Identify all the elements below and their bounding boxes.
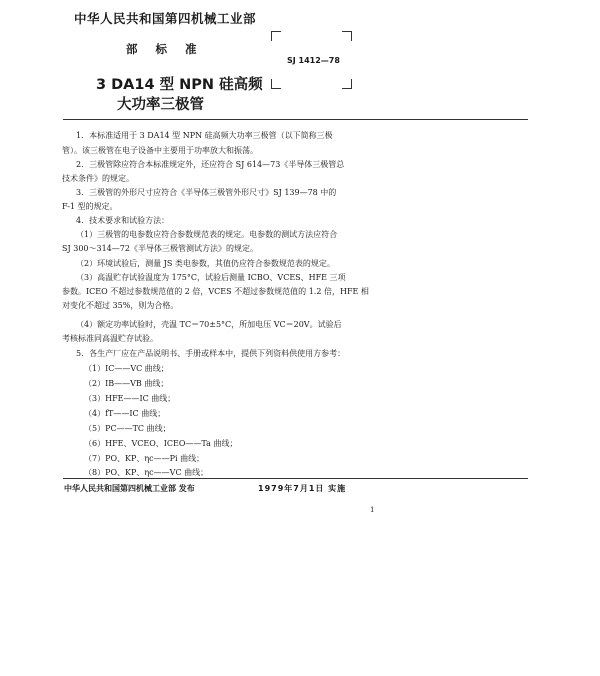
clause-1-line2: 管）。该三极管在电子设备中主要用于功率放大和振荡。 xyxy=(62,146,258,155)
clause-4-4-line1: （4）额定功率试验时，壳温 TC＝70±5°C，所加电压 VC＝20V。试验后 xyxy=(76,320,342,329)
document-title-line1: 3 DA14 型 NPN 硅高频 xyxy=(96,77,263,93)
curve-item: （3）HFE——IC 曲线； xyxy=(84,394,176,403)
box-corner xyxy=(271,31,281,41)
clause-5-heading: 5．各生产厂应在产品说明书、手册或样本中，提供下列资料供使用方参考： xyxy=(76,349,346,358)
clause-2-line2: 技术条件》的规定。 xyxy=(62,174,134,183)
clause-4-4-line2: 考核标准同高温贮存试验。 xyxy=(62,334,158,343)
curve-item: （4）fT——IC 曲线； xyxy=(84,409,166,418)
standard-level: 部 标 准 xyxy=(126,42,197,56)
clause-1-line1: 1．本标准适用于 3 DA14 型 NPN 硅高频大功率三极管（以下简称三极 xyxy=(76,131,333,140)
clause-4-3-line3: 对变化不超过 35%，则为合格。 xyxy=(62,301,179,310)
box-corner xyxy=(342,31,352,41)
box-corner xyxy=(342,79,352,89)
standard-code-box xyxy=(271,31,352,89)
issuer-line: 中华人民共和国第四机械工业部 发布 xyxy=(64,484,195,493)
document-title-line2: 大功率三极管 xyxy=(117,97,204,113)
clause-4-3-line1: （3）高温贮存试验温度为 175°C，试验后测量 ICBO、VCES、HFE 三项 xyxy=(76,273,346,282)
clause-4-3-line2: 参数。ICEO 不超过参数规范值的 2 倍，VCES 不超过参数规范值的 1.2 倍，HFE 相 xyxy=(62,287,369,296)
curve-item: （5）PC——TC 曲线； xyxy=(84,424,171,433)
clause-4-1-line1: （1）三极管的电参数应符合参数规范表的规定。电参数的测试方法应符合 xyxy=(76,230,338,239)
clause-4-2: （2）环境试验后，测量 JS 类电参数，其值仍应符合参数规范表的规定。 xyxy=(76,259,335,268)
curve-item: （8）PO、KP、ηc——VC 曲线； xyxy=(84,468,209,477)
clause-2-line1: 2．三极管除应符合本标准规定外，还应符合 SJ 614—73《半导体三极管总 xyxy=(76,160,345,169)
page-number: 1 xyxy=(370,506,375,514)
clause-4-heading: 4．技术要求和试验方法： xyxy=(76,216,170,225)
curve-item: （6）HFE、VCEO、ICEO——Ta 曲线； xyxy=(84,439,238,448)
curve-item: （7）PO、KP、ηc——Pi 曲线； xyxy=(84,454,205,463)
curve-item: （1）IC——VC 曲线； xyxy=(84,364,169,373)
clause-4-1-line2: SJ 300～314—72《半导体三极管测试方法》的规定。 xyxy=(62,244,258,253)
bottom-divider xyxy=(63,478,528,479)
curve-item: （2）IB——VB 曲线； xyxy=(84,379,169,388)
clause-3-line1: 3．三极管的外形尺寸应符合《半导体三极管外形尺寸》SJ 139—78 中的 xyxy=(76,188,337,197)
issuing-ministry: 中华人民共和国第四机械工业部 xyxy=(74,11,257,26)
top-divider xyxy=(63,119,528,120)
clause-3-line2: F-1 型的规定。 xyxy=(62,202,118,211)
standard-code: SJ 1412—78 xyxy=(287,56,340,65)
box-corner xyxy=(271,79,281,89)
effective-date: 1979年7月1日 实施 xyxy=(258,484,347,493)
